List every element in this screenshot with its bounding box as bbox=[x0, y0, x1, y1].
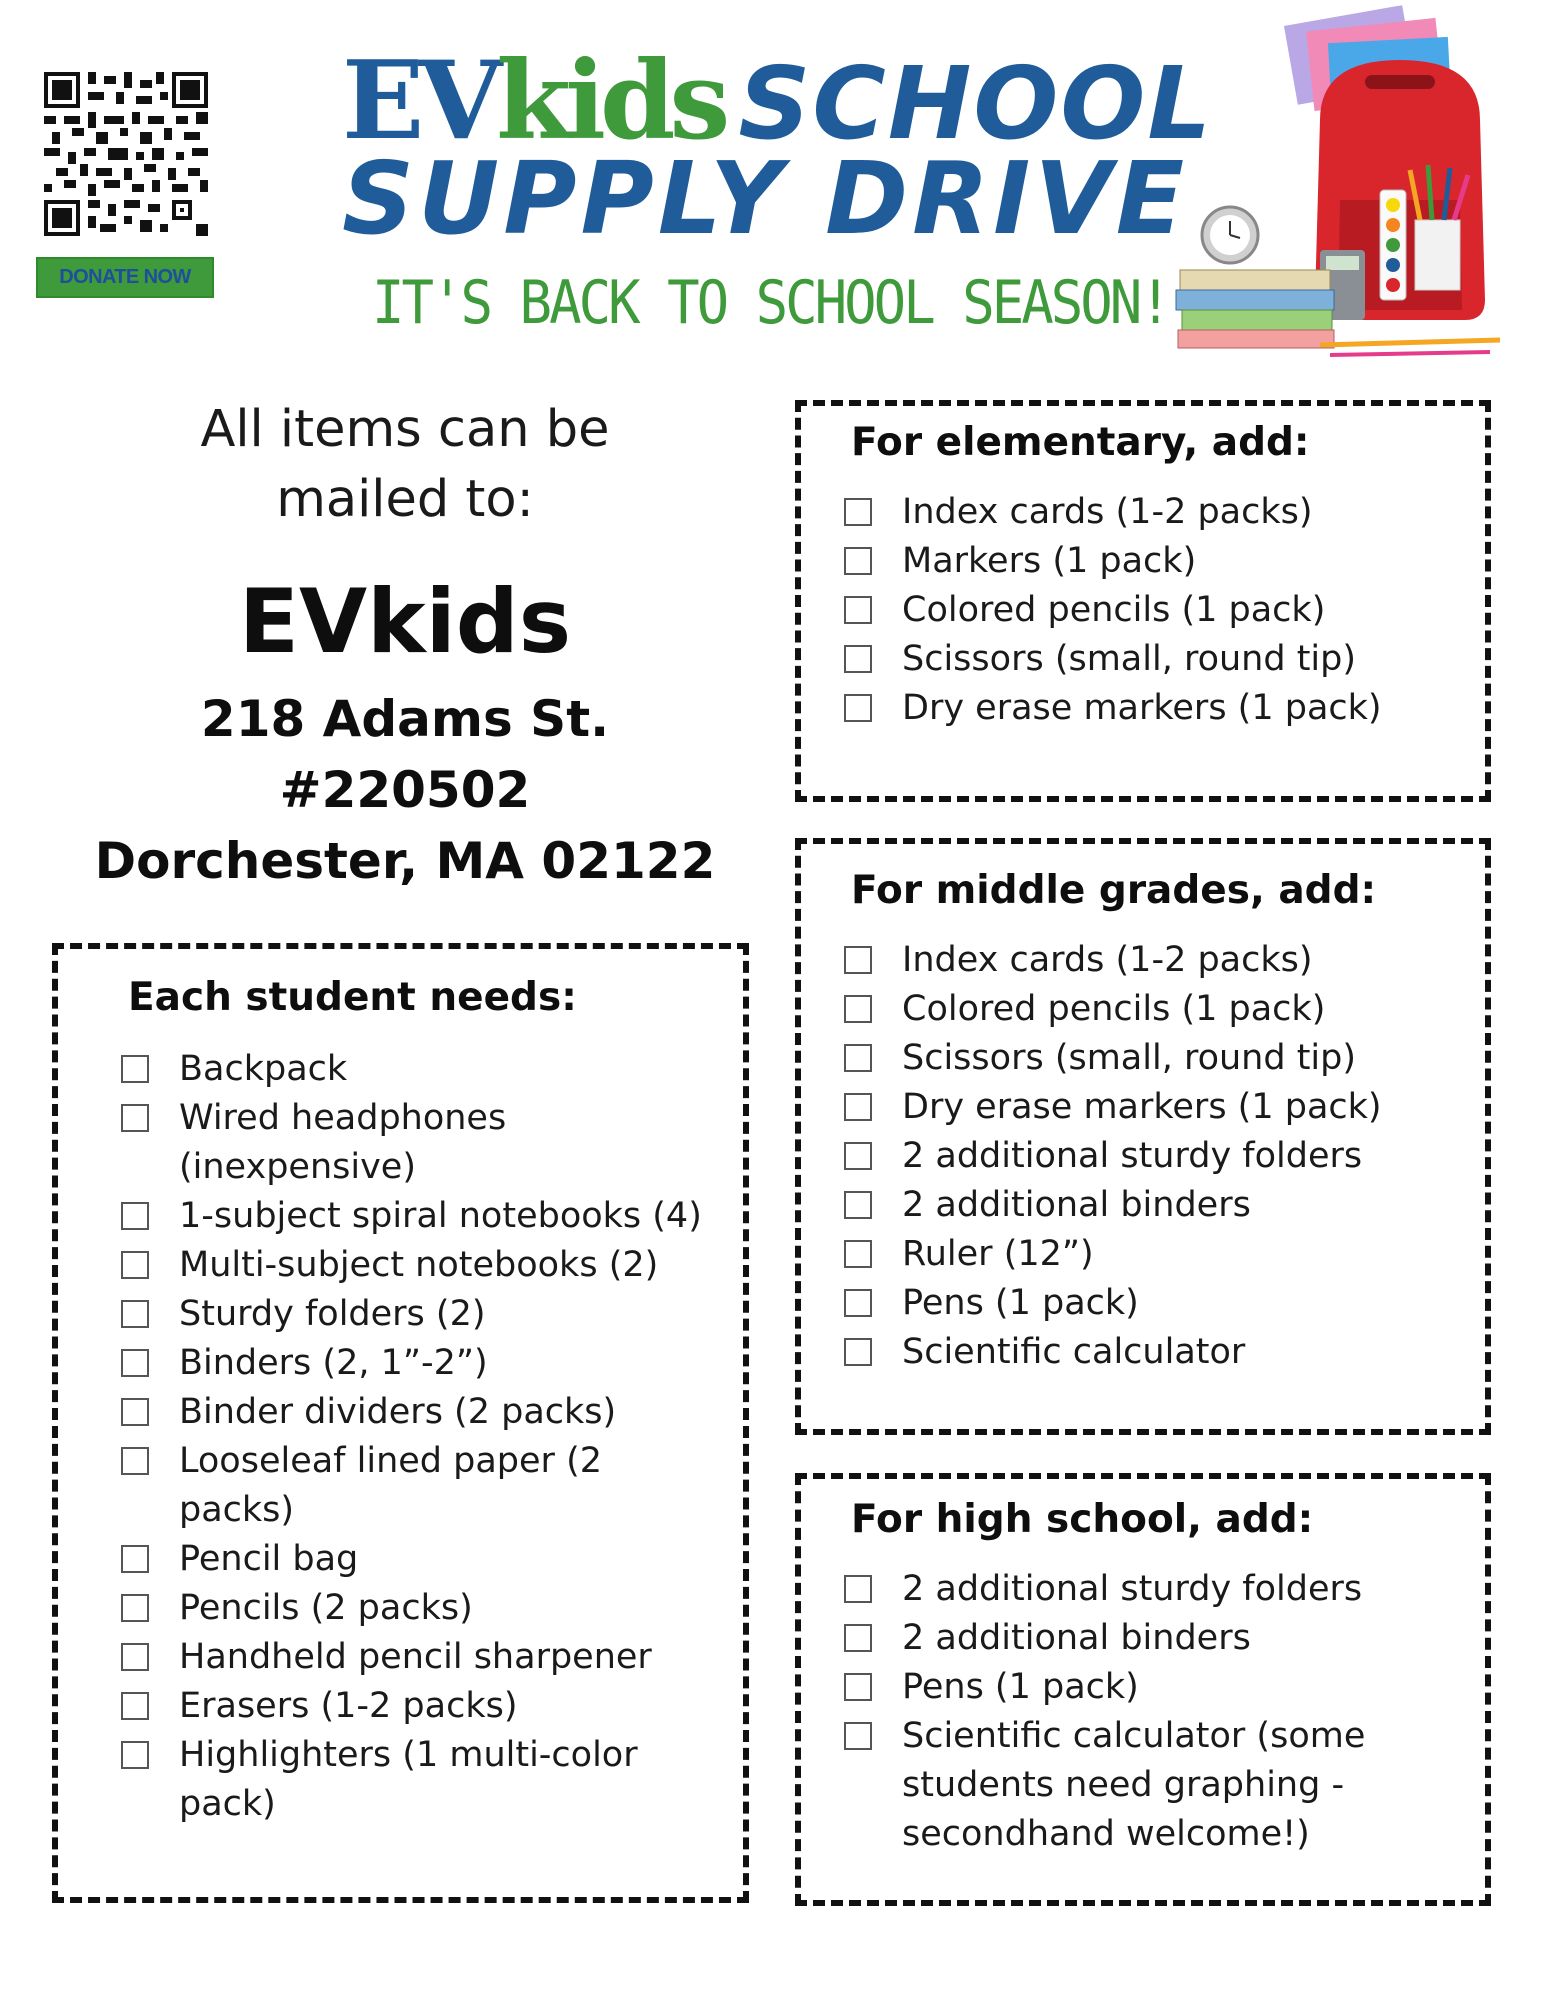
title-line-2: SUPPLY DRIVE bbox=[342, 140, 1189, 257]
item-label: Looseleaf lined paper (2 packs) bbox=[179, 1441, 602, 1530]
checkbox[interactable] bbox=[844, 1722, 872, 1750]
brand-ev: EV bbox=[342, 38, 497, 164]
checkbox[interactable] bbox=[121, 1545, 149, 1573]
checkbox[interactable] bbox=[844, 596, 872, 624]
checkbox[interactable] bbox=[121, 1055, 149, 1083]
list-item bbox=[121, 1633, 721, 1682]
list-item bbox=[844, 488, 1464, 537]
checkbox[interactable] bbox=[844, 1044, 872, 1072]
qr-code-graphic bbox=[44, 72, 208, 236]
mailing-intro-line-2: mailed to: bbox=[276, 470, 534, 529]
item-label: Scissors (small, round tip) bbox=[902, 1038, 1357, 1078]
title-line-1 bbox=[342, 38, 1214, 164]
item-label: Binders (2, 1”-2”) bbox=[179, 1343, 488, 1383]
item-label: 2 additional sturdy folders bbox=[902, 1569, 1363, 1609]
item-label: Backpack bbox=[179, 1049, 348, 1089]
item-label: Colored pencils (1 pack) bbox=[902, 590, 1326, 630]
list-item bbox=[121, 1192, 721, 1241]
address-line-2: #220502 bbox=[279, 761, 531, 819]
item-label: Erasers (1-2 packs) bbox=[179, 1686, 518, 1726]
list-item bbox=[844, 1712, 1404, 1859]
item-label: Ruler (12”) bbox=[902, 1234, 1094, 1274]
list-item bbox=[844, 1181, 1464, 1230]
item-label: Pencil bag bbox=[179, 1539, 359, 1579]
checkbox[interactable] bbox=[844, 1240, 872, 1268]
list-item bbox=[844, 985, 1464, 1034]
checkbox[interactable] bbox=[844, 1624, 872, 1652]
list-item bbox=[121, 1731, 721, 1829]
checkbox[interactable] bbox=[844, 995, 872, 1023]
item-label: Multi-subject notebooks (2) bbox=[179, 1245, 659, 1285]
middle-grades-list bbox=[844, 936, 1464, 1377]
list-item bbox=[121, 1584, 721, 1633]
mailing-intro bbox=[60, 395, 750, 535]
item-label: Dry erase markers (1 pack) bbox=[902, 688, 1382, 728]
item-label: 2 additional binders bbox=[902, 1185, 1251, 1225]
item-label: Handheld pencil sharpener bbox=[179, 1637, 652, 1677]
item-label: Index cards (1-2 packs) bbox=[902, 940, 1313, 980]
item-label: Sturdy folders (2) bbox=[179, 1294, 486, 1334]
mailing-intro-line-1: All items can be bbox=[200, 400, 610, 459]
list-item bbox=[844, 586, 1464, 635]
item-label: 2 additional binders bbox=[902, 1618, 1251, 1658]
middle-grades-box bbox=[795, 838, 1491, 1435]
checkbox[interactable] bbox=[121, 1447, 149, 1475]
school-supplies-illustration bbox=[1170, 0, 1530, 370]
item-label: Pencils (2 packs) bbox=[179, 1588, 473, 1628]
list-item bbox=[844, 1279, 1464, 1328]
list-item bbox=[121, 1094, 721, 1192]
address-line-1: 218 Adams St. bbox=[200, 690, 610, 748]
item-label: 2 additional sturdy folders bbox=[902, 1136, 1363, 1176]
item-label: Markers (1 pack) bbox=[902, 541, 1197, 581]
elementary-box bbox=[795, 400, 1491, 802]
list-item bbox=[121, 1535, 721, 1584]
checkbox[interactable] bbox=[121, 1104, 149, 1132]
each-student-list bbox=[121, 1045, 721, 1829]
high-school-heading: For high school, add: bbox=[851, 1497, 1314, 1542]
item-label: Scientific calculator bbox=[902, 1332, 1246, 1372]
list-item bbox=[844, 1230, 1464, 1279]
checkbox[interactable] bbox=[121, 1692, 149, 1720]
elementary-heading: For elementary, add: bbox=[851, 420, 1310, 465]
list-item bbox=[844, 635, 1464, 684]
checkbox[interactable] bbox=[844, 1191, 872, 1219]
item-label: Binder dividers (2 packs) bbox=[179, 1392, 617, 1432]
qr-code-icon[interactable] bbox=[44, 72, 208, 236]
address-line-3: Dorchester, MA 02122 bbox=[94, 832, 716, 890]
checkbox[interactable] bbox=[844, 1673, 872, 1701]
checkbox[interactable] bbox=[844, 1575, 872, 1603]
item-label: Colored pencils (1 pack) bbox=[902, 989, 1326, 1029]
checkbox[interactable] bbox=[844, 547, 872, 575]
list-item bbox=[121, 1290, 721, 1339]
item-label: 1-subject spiral notebooks (4) bbox=[179, 1196, 702, 1236]
list-item bbox=[844, 684, 1464, 733]
each-student-heading: Each student needs: bbox=[128, 975, 577, 1020]
checkbox[interactable] bbox=[121, 1643, 149, 1671]
high-school-list bbox=[844, 1565, 1404, 1859]
item-label: Scientific calculator (some students need graphing - secondhand welcome!) bbox=[902, 1716, 1366, 1854]
checkbox[interactable] bbox=[121, 1300, 149, 1328]
item-label: Pens (1 pack) bbox=[902, 1667, 1139, 1707]
checkbox[interactable] bbox=[844, 1289, 872, 1317]
list-item bbox=[844, 1034, 1464, 1083]
list-item bbox=[844, 1663, 1404, 1712]
item-label: Scissors (small, round tip) bbox=[902, 639, 1357, 679]
list-item bbox=[844, 1328, 1464, 1377]
checkbox[interactable] bbox=[844, 498, 872, 526]
checkbox[interactable] bbox=[844, 1093, 872, 1121]
tagline: IT'S BACK TO SCHOOL SEASON! bbox=[372, 268, 1169, 338]
checkbox[interactable] bbox=[844, 645, 872, 673]
each-student-box bbox=[52, 943, 749, 1903]
list-item bbox=[121, 1437, 721, 1535]
checkbox[interactable] bbox=[844, 694, 872, 722]
list-item bbox=[844, 1565, 1404, 1614]
high-school-box bbox=[795, 1473, 1491, 1906]
list-item bbox=[844, 537, 1464, 586]
list-item bbox=[844, 1132, 1464, 1181]
list-item bbox=[121, 1241, 721, 1290]
list-item bbox=[121, 1388, 721, 1437]
list-item bbox=[121, 1045, 721, 1094]
organization-name: EVkids bbox=[238, 570, 572, 673]
item-label: Dry erase markers (1 pack) bbox=[902, 1087, 1382, 1127]
item-label: Wired headphones (inexpensive) bbox=[179, 1098, 507, 1187]
checkbox[interactable] bbox=[844, 946, 872, 974]
item-label: Highlighters (1 multi-color pack) bbox=[179, 1735, 638, 1824]
list-item bbox=[121, 1339, 721, 1388]
middle-grades-heading: For middle grades, add: bbox=[851, 868, 1377, 913]
brand-kids: kids bbox=[496, 38, 725, 164]
list-item bbox=[844, 1083, 1464, 1132]
checkbox[interactable] bbox=[844, 1142, 872, 1170]
list-item bbox=[844, 1614, 1404, 1663]
checkbox[interactable] bbox=[844, 1338, 872, 1366]
checkbox[interactable] bbox=[121, 1594, 149, 1622]
elementary-list bbox=[844, 488, 1464, 733]
list-item bbox=[844, 936, 1464, 985]
title-school: SCHOOL bbox=[738, 45, 1214, 162]
checkbox[interactable] bbox=[121, 1398, 149, 1426]
checkbox[interactable] bbox=[121, 1251, 149, 1279]
item-label: Index cards (1-2 packs) bbox=[902, 492, 1313, 532]
donate-now-button[interactable]: DONATE NOW bbox=[36, 257, 214, 298]
item-label: Pens (1 pack) bbox=[902, 1283, 1139, 1323]
checkbox[interactable] bbox=[121, 1202, 149, 1230]
list-item bbox=[121, 1682, 721, 1731]
checkbox[interactable] bbox=[121, 1741, 149, 1769]
checkbox[interactable] bbox=[121, 1349, 149, 1377]
